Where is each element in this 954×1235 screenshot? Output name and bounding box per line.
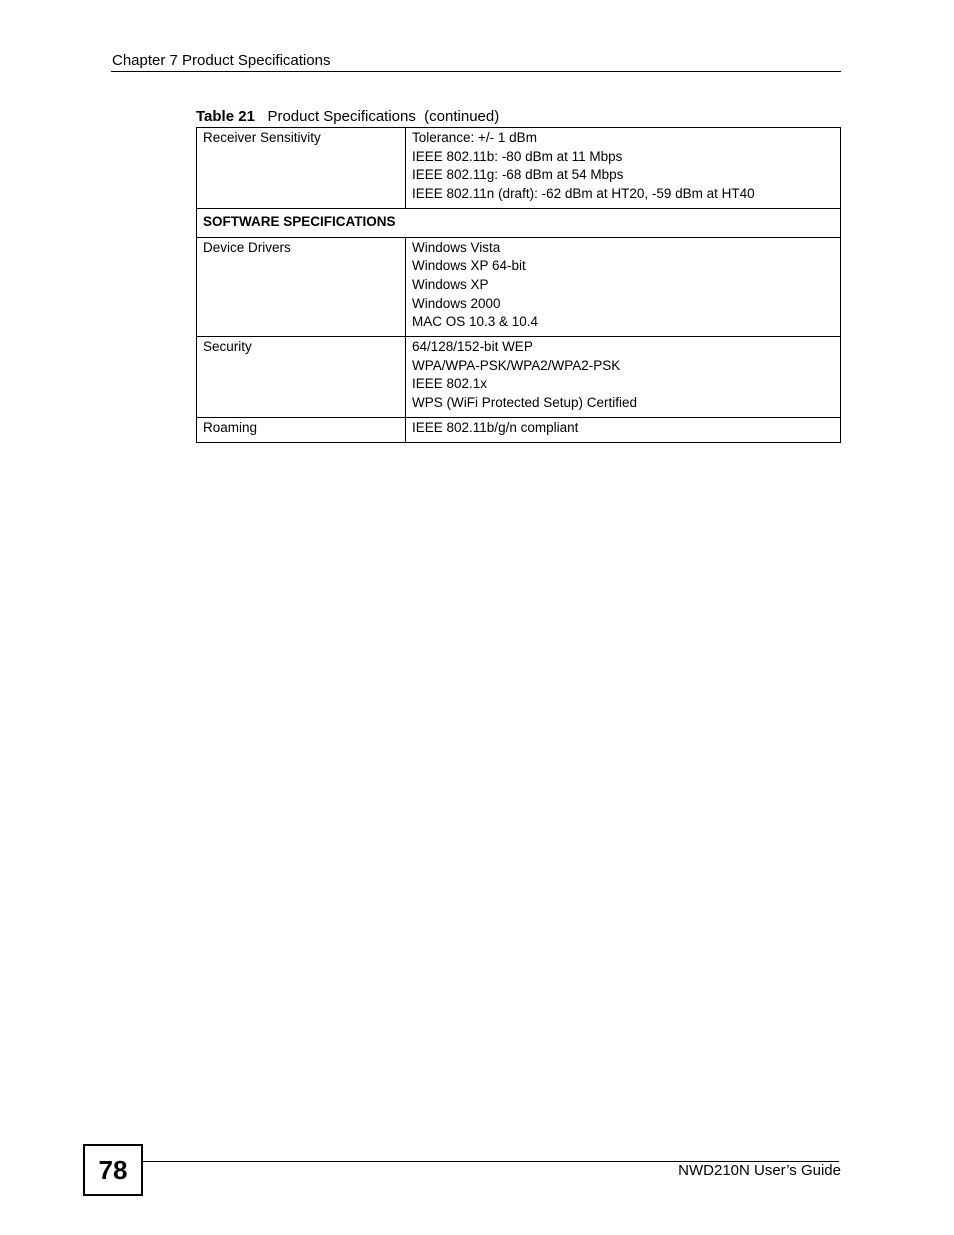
header-divider [111, 71, 841, 72]
table-caption [196, 108, 499, 125]
spec-label: Device Drivers [197, 237, 406, 337]
table-row [197, 237, 841, 337]
spec-value-line: IEEE 802.11n (draft): -62 dBm at HT20, -59 dBm at HT40 [412, 186, 755, 202]
guide-title: NWD210N User’s Guide [678, 1162, 841, 1179]
spec-value-line: Windows Vista [412, 239, 501, 255]
table-row [197, 337, 841, 418]
spec-value-line: IEEE 802.11b: -80 dBm at 11 Mbps [412, 148, 623, 164]
table-row [197, 128, 841, 209]
spec-value-line: WPS (WiFi Protected Setup) Certified [412, 395, 638, 411]
spec-value-line: IEEE 802.1x [412, 376, 488, 392]
spec-value-line: IEEE 802.11b/g/n compliant [412, 419, 579, 435]
spec-value-line: WPA/WPA-PSK/WPA2/WPA2-PSK [412, 357, 621, 373]
spec-value-line: Windows XP [412, 276, 489, 292]
spec-label: Receiver Sensitivity [197, 128, 406, 209]
spec-value-line: Windows XP 64-bit [412, 258, 526, 274]
spec-value-line: Windows 2000 [412, 295, 501, 311]
spec-value-line: IEEE 802.11g: -68 dBm at 54 Mbps [412, 167, 624, 183]
spec-label: Roaming [197, 417, 406, 442]
section-heading: SOFTWARE SPECIFICATIONS [197, 208, 841, 237]
spec-value-line: Tolerance: +/- 1 dBm [412, 130, 537, 145]
product-spec-table [196, 127, 841, 443]
spec-value [406, 337, 841, 418]
table-row [197, 208, 841, 237]
table-caption-label: Table 21 [196, 108, 255, 125]
spec-value-line: MAC OS 10.3 & 10.4 [412, 314, 539, 330]
chapter-header: Chapter 7 Product Specifications [112, 52, 331, 69]
spec-value [406, 417, 841, 442]
spec-value-line: 64/128/152-bit WEP [412, 339, 533, 355]
table-caption-title: Product Specifications (continued) [267, 108, 500, 125]
spec-value [406, 128, 841, 209]
spec-label: Security [197, 337, 406, 418]
spec-value [406, 237, 841, 337]
table-row [197, 417, 841, 442]
page-number: 78 [83, 1144, 143, 1196]
